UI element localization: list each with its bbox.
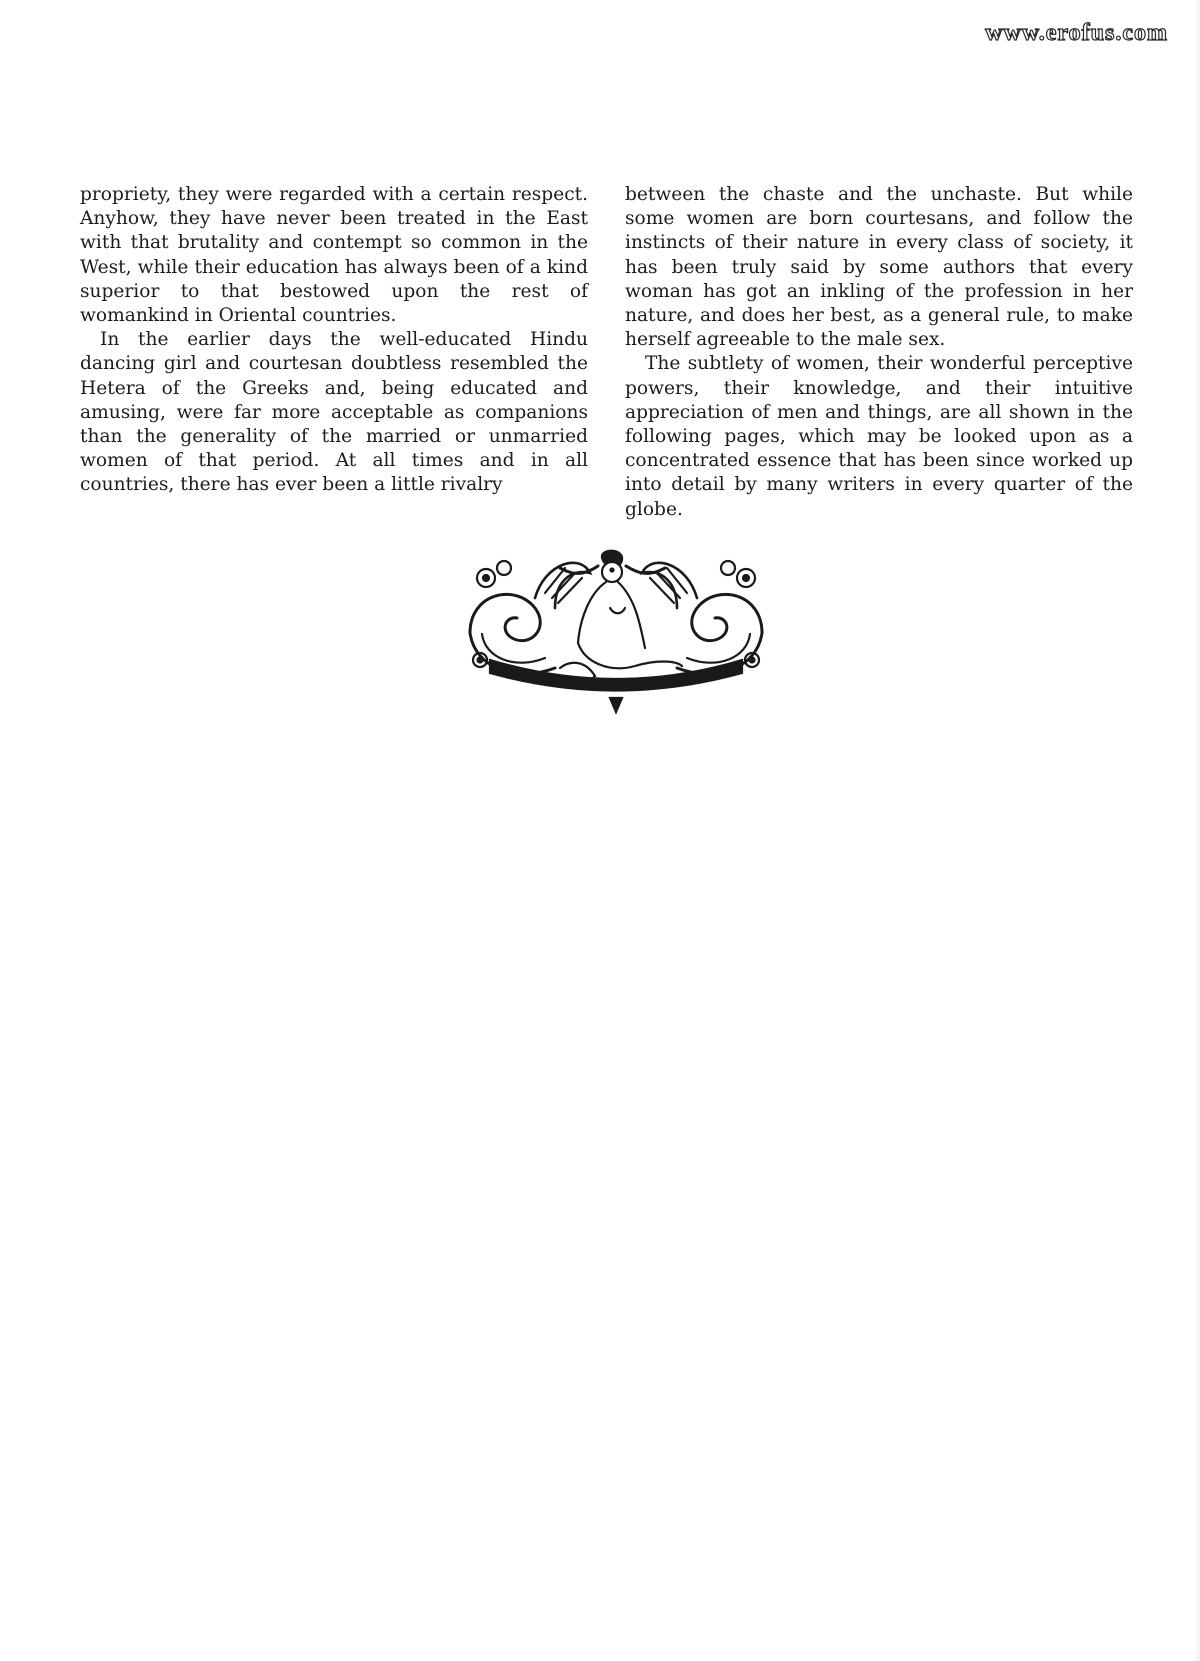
paragraph: In the earlier days the well-educated Hindu dancing girl and courtesan doubtless resembled the Hetera of the Greeks and, being educated and amusing, were far more acceptable as companions than the generality of the married or unmarried women of that period. At all times and in all countries, there has ever been a little rivalry — [80, 329, 588, 496]
left-column — [80, 183, 588, 522]
paragraph: between the chaste and the unchaste. But while some women are born courtesans, and follow the instincts of their nature in every class of society, it has been truly said by some authors that every woman has got an inkling of the profession in her nature, and does her best, as a general rule, to make herself agreeable to the male sex. — [625, 184, 1133, 351]
watermark: www.erofus.com — [985, 20, 1168, 46]
right-column — [625, 183, 1133, 522]
page-edge — [1194, 0, 1200, 1661]
text-columns — [80, 183, 1133, 522]
paragraph: The subtlety of women, their wonderful perceptive powers, their knowledge, and their intuitive appreciation of men and things, are all shown in the following pages, which may be looked upon as a concentrated essence that has been since worked up into detail by many writers in every quarter of the globe. — [625, 353, 1133, 520]
paragraph: propriety, they were regarded with a certain respect. Anyhow, they have never been treated in the East with that brutality and contempt so common in the West, while their education has always been of a kind superior to that bestowed upon the rest of womankind in Oriental countries. — [80, 184, 588, 327]
ornamental-vignette-icon — [460, 548, 772, 722]
